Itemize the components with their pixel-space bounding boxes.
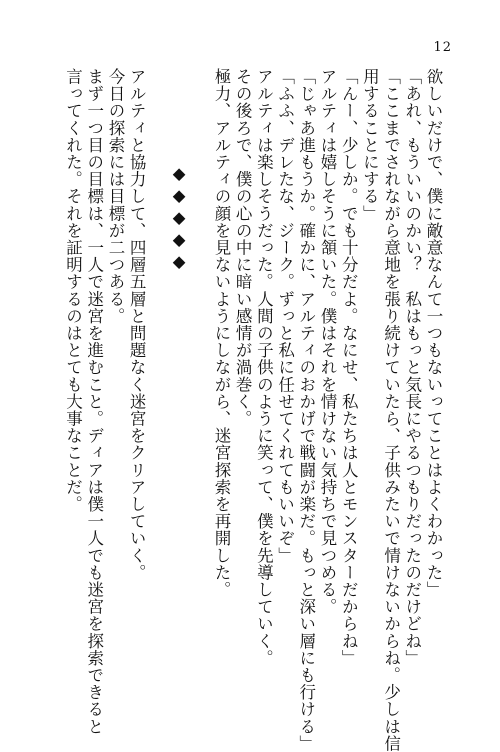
text-line: 「ふふ、デレたな、ジーク。ずっと私に任せてくれてもいいぞ」 bbox=[275, 68, 295, 564]
vertical-text-body bbox=[62, 68, 444, 752]
text-line: 「ここまでされながら意地を張り続けていたら、子供みたいで情けないからね。少しは信 bbox=[381, 68, 401, 752]
text-line: アルティは楽しそうだった。人間の子供のように笑って、僕を先導していく。 bbox=[254, 68, 274, 667]
text-line: 今日の探索には目標が二つある。 bbox=[105, 68, 125, 325]
text-line: 欲しいだけで、僕に敵意なんて一つもないってことはよくわかった」 bbox=[424, 68, 443, 599]
text-line: 言ってくれた。それを証明するのはとても大事なことだ。 bbox=[63, 68, 83, 513]
text-line: その後ろで、僕の心の中に暗い感情が渦巻く。 bbox=[233, 68, 253, 428]
text-line: 極力、アルティの顔を見ないようにしながら、迷宮探索を再開した。 bbox=[211, 68, 231, 599]
scene-break-diamonds: ◆◆◆◆◆ bbox=[169, 164, 189, 274]
text-line: 用することにする」 bbox=[360, 68, 380, 222]
text-line: アルティと協力して、四層五層と問題なく迷宮をクリアしていく。 bbox=[127, 68, 147, 581]
text-line: アルティは嬉しそうに頷いた。僕はそれを情けない気持ちで見つめる。 bbox=[317, 68, 337, 616]
blank-line bbox=[147, 68, 168, 668]
page-number: 12 bbox=[433, 40, 452, 55]
text-line: 「あれ、もういいのかい？ 私はもっと気長にやるつもりだったのだけどね」 bbox=[402, 68, 422, 667]
text-line: まず一つ目の目標は、一人で迷宮を進むこと。ディアは僕一人でも迷宮を探索できると bbox=[84, 68, 104, 735]
blank-line bbox=[190, 68, 211, 668]
text-line: 「んー、少しか。でも十分だよ。なにせ、私たちは人とモンスターだからね」 bbox=[339, 68, 359, 667]
text-line: 「じゃあ進もうか。確かに、アルティのおかげで戦闘が楽だ。もっと深い層にも行ける」 bbox=[296, 68, 316, 752]
